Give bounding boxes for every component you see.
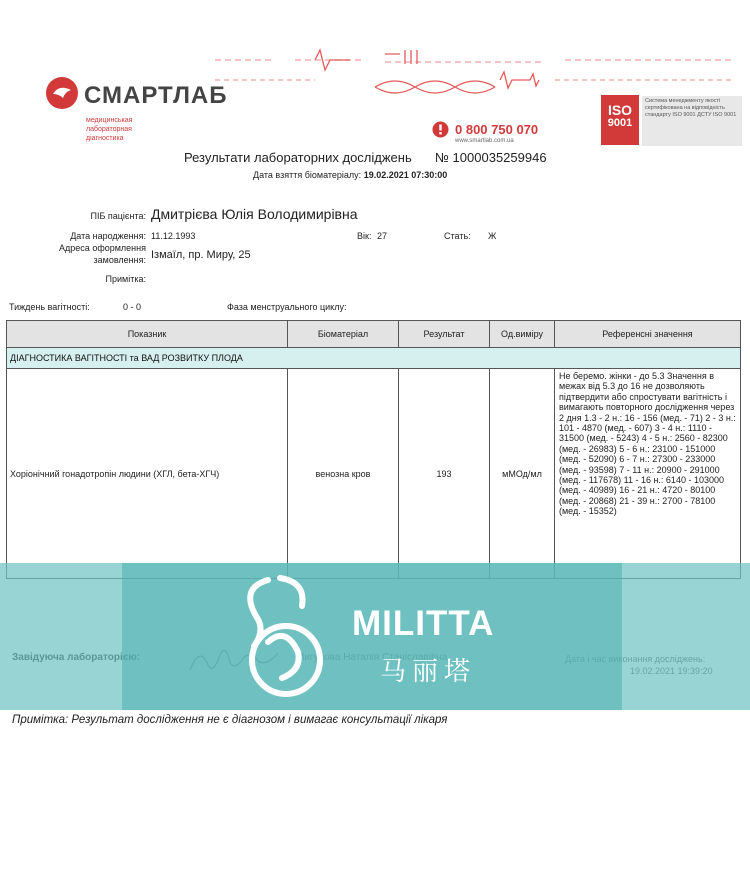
brand-name: СМАРТЛАБ [84,82,228,109]
watermark-title: MILITTA [352,604,495,643]
brand-subtitle: медицинськая лабораторная діагностика [86,117,133,142]
address-label-1: Адреса оформлення [59,243,146,253]
result-cell: 193 [399,369,490,579]
col-result: Результат [399,321,490,348]
age-label: Вік: [357,231,372,241]
unit-cell: мМОд/мл [490,369,555,579]
address-value: Ізмаїл, пр. Миру, 25 [151,249,251,261]
sex-value: Ж [488,231,497,241]
iso-number: 9001 [607,117,633,129]
date-taken-value: 19.02.2021 07:30:00 [363,170,448,180]
dob-value: 11.12.1993 [151,231,196,241]
watermark-subtitle: 马丽塔 [380,656,477,686]
biomaterial-cell: венозна кров [288,369,399,579]
section-row [7,348,741,369]
date-taken-label: Дата взяття біоматеріалу: [253,170,362,180]
iso-description: Система менеджменту якості сертифікована на відповідність стандарту ISO 9001 ДСТУ ISO 9001 [642,96,742,146]
patient-name: Дмитрієва Юлія Володимирівна [151,206,358,222]
report-number: № 1000035259946 [435,150,547,165]
age-value: 27 [377,231,388,241]
results-table [6,320,741,579]
col-indicator: Показник [7,321,288,348]
header-decoration [215,42,745,104]
smartlab-logo-icon [44,76,80,110]
militta-logo-icon [228,572,338,704]
disclaimer-note: Примітка: Результат дослідження не є діагнозом і вимагає консультації лікаря [12,714,448,726]
iso-label: ISO [607,102,633,118]
iso-badge [601,95,639,145]
sex-label: Стать: [444,231,471,241]
col-unit: Од.виміру [490,321,555,348]
table-header-row [7,321,741,348]
phone-number: 0 800 750 070 [455,122,539,137]
pregnancy-week-label: Тиждень вагітності: [9,302,90,312]
patient-name-label: ПІБ пацієнта: [90,211,146,221]
reference-cell: Не беремо. жінки - до 5.3 Значення в межах від 5.3 до 16 не дозволяють підтвердити або спростувати вагітність і вимагають повторного дослідження через 2 дня 1.3 - 2 н.: 16 - 156 (мед. - 71) 2 - 3 н.: 101 - 4870 (мед. - 607) 3 - 4 н.: 1110 - 31500 (мед. - 5243) 4 - 5 н.: 2560 - 82300 (мед. - 26983) 5 - 6 н.: 23100 - 151000 (мед. - 52090) 6 - 7 н.: 27300 - 233000 (мед. - 93598) 7 - 11 н.: 20900 - 291000 (мед. - 117678) 11 - 16 н.: 6140 - 103000 (мед. - 40989) 16 - 21 н.: 4720 - 80100 (мед. - 20868) 21 - 39 н.: 2700 - 78100 (мед. - 15352) [555,369,741,579]
section-title: ДІАГНОСТИКА ВАГІТНОСТІ та ВАД РОЗВИТКУ ПЛОДА [7,348,741,369]
dob-label: Дата народження: [70,231,146,241]
table-row [7,369,741,579]
website: www.smartlab.com.ua [455,138,514,144]
date-taken [253,170,447,180]
pregnancy-week-value: 0 - 0 [123,302,142,312]
address-label-2: замовлення: [93,255,146,265]
note-label: Примітка: [105,274,146,284]
indicator-cell: Хоріонічний гонадотропін людини (ХГЛ, бета-ХГЧ) [7,369,288,579]
cycle-phase-label: Фаза менструального циклу: [227,302,347,312]
col-reference: Референсні значення [555,321,741,348]
report-title: Результати лабораторних досліджень [184,150,412,165]
col-biomaterial: Біоматеріал [288,321,399,348]
phone-icon [432,121,449,138]
